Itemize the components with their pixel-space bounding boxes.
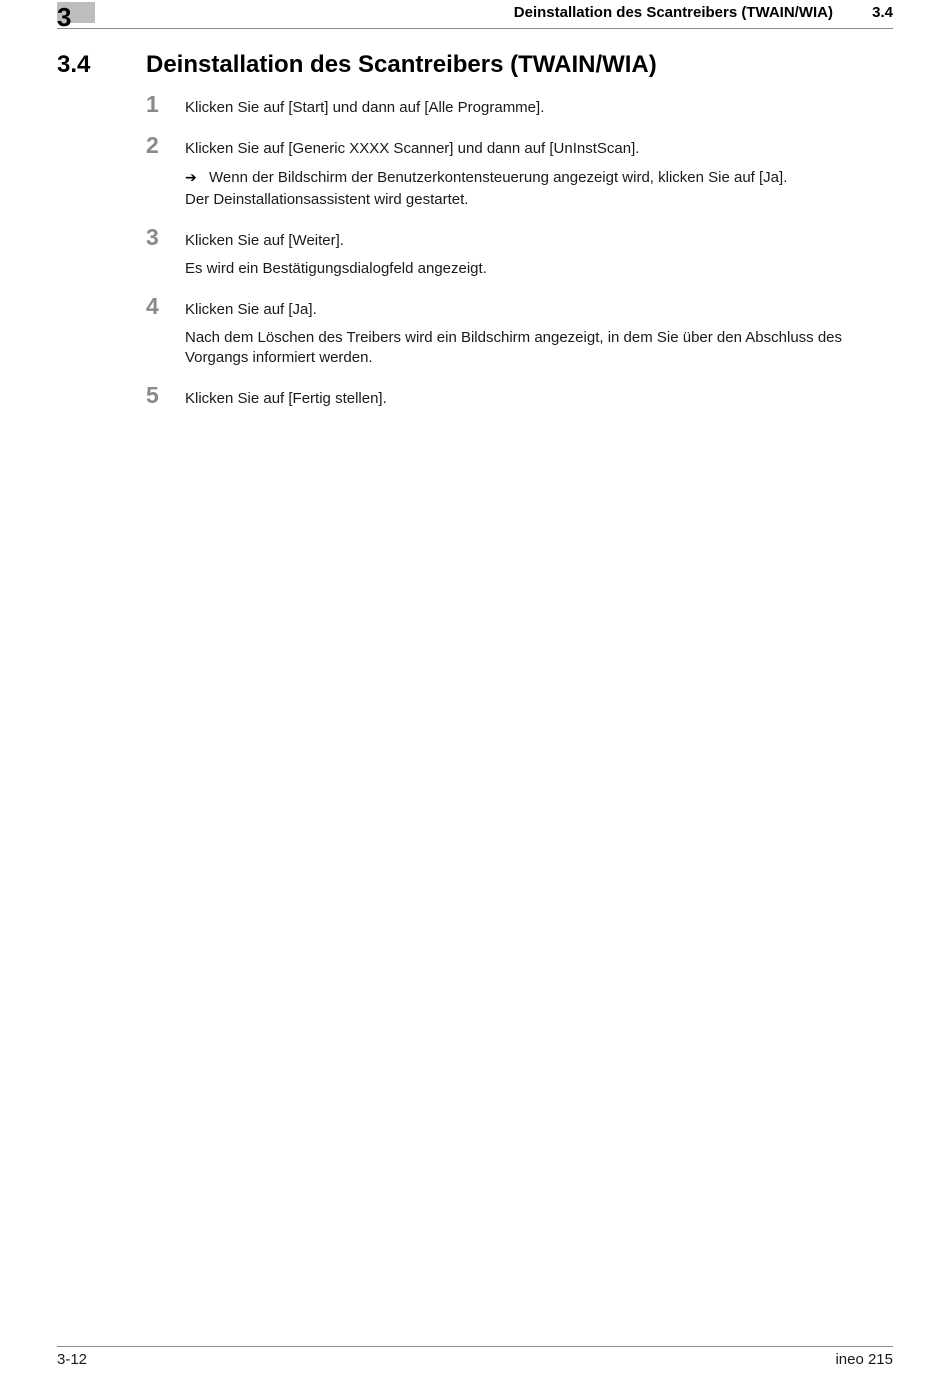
page-title: Deinstallation des Scantreibers (TWAIN/WIA): [146, 51, 657, 78]
step-number: 2: [146, 132, 159, 158]
step-3: [146, 225, 893, 279]
step-instruction: Klicken Sie auf [Weiter].: [185, 232, 344, 249]
header-divider: [57, 28, 893, 29]
step-number: 1: [146, 91, 159, 117]
step-instruction: Klicken Sie auf [Ja].: [185, 301, 317, 318]
step-note-text: Wenn der Bildschirm der Benutzerkontensteuerung angezeigt wird, klicken Sie auf [Ja].: [209, 169, 788, 186]
arrow-right-icon: ➔: [185, 169, 197, 185]
step-list: [146, 92, 893, 424]
step-number: 5: [146, 382, 159, 408]
step-result: Der Deinstallationsassistent wird gestartet.: [185, 191, 469, 208]
running-header-title: Deinstallation des Scantreibers (TWAIN/WIA): [513, 4, 833, 21]
step-instruction: Klicken Sie auf [Start] und dann auf [Alle Programme].: [185, 99, 545, 116]
footer-divider: [57, 1346, 893, 1347]
step-note: [185, 167, 893, 188]
running-header-section: 3.4: [872, 4, 893, 21]
step-instruction: Klicken Sie auf [Fertig stellen].: [185, 390, 387, 407]
step-1: [146, 92, 893, 118]
chapter-number: 3: [57, 2, 72, 32]
product-name: ineo 215: [835, 1351, 893, 1368]
step-number: 3: [146, 224, 159, 250]
step-5: [146, 383, 893, 409]
step-result: Es wird ein Bestätigungsdialogfeld angezeigt.: [185, 260, 487, 277]
page-number: 3-12: [57, 1351, 88, 1368]
step-2: [146, 133, 893, 210]
step-instruction: Klicken Sie auf [Generic XXXX Scanner] und dann auf [UnInstScan].: [185, 140, 640, 157]
step-result: Nach dem Löschen des Treibers wird ein Bildschirm angezeigt, in dem Sie über den Abschluss des Vorgangs informiert werden.: [185, 329, 843, 366]
section-number: 3.4: [57, 51, 91, 78]
step-number: 4: [146, 293, 159, 319]
step-4: [146, 294, 893, 368]
